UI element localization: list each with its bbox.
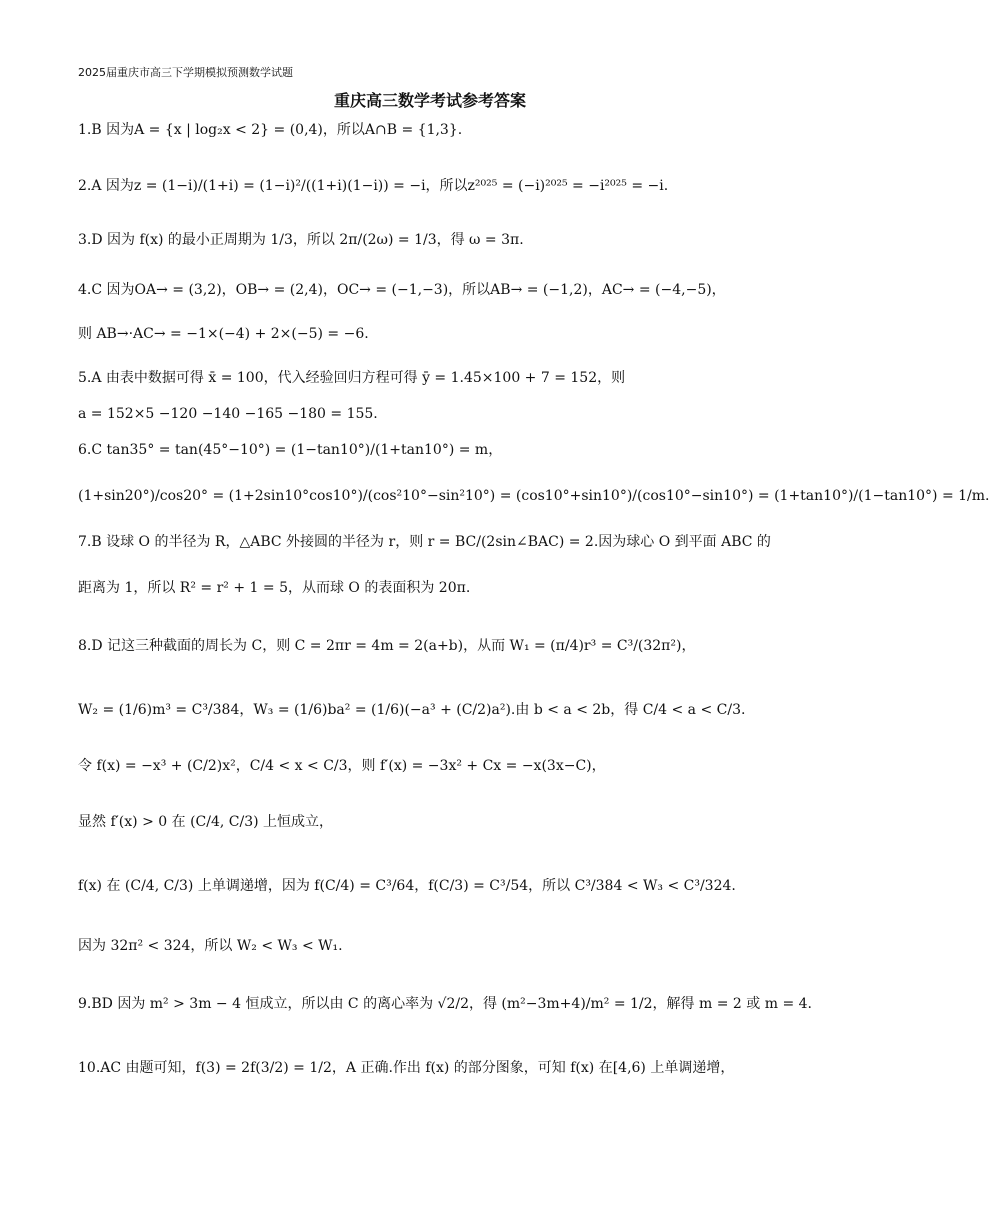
answer-line: 9.BD 因为 m² > 3m − 4 恒成立，所以由 C 的离心率为 √2/2，得 (m²−3m+4)/m² = 1/2，解得 m = 2 或 m = 4. [78,996,812,1012]
answer-line: 则 AB→·AC→ = −1×(−4) + 2×(−5) = −6. [78,326,369,342]
answer-line: 6.C tan35° = tan(45°−10°) = (1−tan10°)/(1+tan10°) = m， [78,442,503,458]
answer-line: 2.A 因为z = (1−i)/(1+i) = (1−i)²/((1+i)(1−i)) = −i，所以z²⁰²⁵ = (−i)²⁰²⁵ = −i²⁰²⁵ = −i. [78,178,669,194]
answer-line: 7.B 设球 O 的半径为 R，△ABC 外接圆的半径为 r，则 r = BC/(2sin∠BAC) = 2.因为球心 O 到平面 ABC 的 [78,534,771,550]
answer-line: 10.AC 由题可知，f(3) = 2f(3/2) = 1/2，A 正确.作出 f(x) 的部分图象，可知 f(x) 在[4,6) 上单调递增， [78,1060,735,1076]
answer-line: 3.D 因为 f(x) 的最小正周期为 1/3，所以 2π/(2ω) = 1/3，得 ω = 3π. [78,232,524,248]
answer-line: W₂ = (1/6)m³ = C³/384，W₃ = (1/6)ba² = (1/6)(−a³ + (C/2)a²).由 b < a < 2b，得 C/4 < a < C/3. [78,702,746,718]
page-title: 重庆高三数学考试参考答案 [333,91,526,110]
answer-line: 令 f(x) = −x³ + (C/2)x²，C/4 < x < C/3，则 f′(x) = −3x² + Cx = −x(3x−C)， [78,758,606,774]
answer-line: 因为 32π² < 324，所以 W₂ < W₃ < W₁. [78,938,343,954]
answer-line: (1+sin20°)/cos20° = (1+2sin10°cos10°)/(cos²10°−sin²10°) = (cos10°+sin10°)/(cos10°−sin10°) = (1+tan10°)/(1−tan10°) = 1/m. [78,488,990,504]
answer-line: 5.A 由表中数据可得 x̄ = 100，代入经验回归方程可得 ȳ = 1.45×100 + 7 = 152，则 [78,370,626,386]
answer-line: 8.D 记这三种截面的周长为 C，则 C = 2πr = 4m = 2(a+b)，从而 W₁ = (π/4)r³ = C³/(32π²)， [78,638,696,654]
answer-line: f(x) 在 (C/4, C/3) 上单调递增，因为 f(C/4) = C³/64，f(C/3) = C³/54，所以 C³/384 < W₃ < C³/324. [78,878,736,894]
answer-line: 1.B 因为A = {x | log₂x < 2} = (0,4)，所以A∩B = {1,3}. [78,122,463,138]
answer-line: a = 152×5 −120 −140 −165 −180 = 155. [78,406,378,422]
document-header: 2025届重庆市高三下学期模拟预测数学试题 [78,66,293,79]
answer-line: 显然 f′(x) > 0 在 (C/4, C/3) 上恒成立， [78,814,334,830]
answer-line: 4.C 因为OA→ = (3,2)，OB→ = (2,4)，OC→ = (−1,−3)，所以AB→ = (−1,2)，AC→ = (−4,−5)， [78,282,726,298]
answer-line: 距离为 1，所以 R² = r² + 1 = 5，从而球 O 的表面积为 20π. [78,580,471,596]
